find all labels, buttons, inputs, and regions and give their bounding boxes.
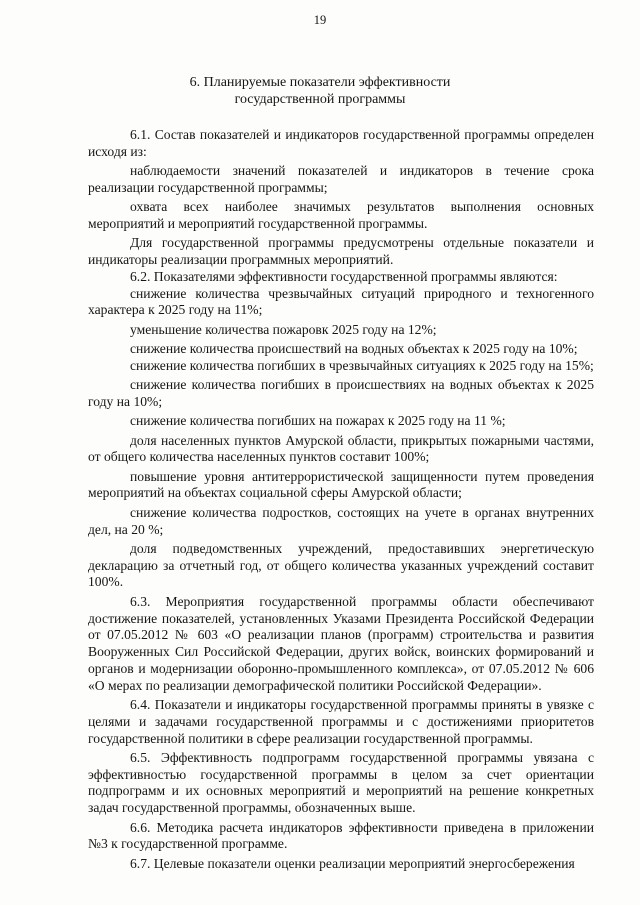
list-item-fires: уменьшение количества пожаровк 2025 году на 12%; bbox=[130, 321, 437, 337]
list-item-energy-declaration: доля подведомственных учреждений, предоставивших энергетическую декларацию за отчетный год, от общего количества указанных учреждений составит 100%. bbox=[88, 540, 594, 590]
page-number: 19 bbox=[313, 13, 327, 27]
paragraph-coverage: охвата всех наиболее значимых результатов выполнения основных мероприятий и мероприятий государственной программы. bbox=[88, 199, 594, 231]
section-heading-line-1: 6. Планируемые показатели эффективности bbox=[189, 75, 451, 90]
paragraph-6-6: 6.6. Методика расчета индикаторов эффективности приведена в приложении №3 к государственной программе. bbox=[88, 819, 594, 852]
section-heading-line-2: государственной программы bbox=[234, 92, 406, 107]
list-item-emergency-deaths: снижение количества погибших в чрезвычайных ситуациях к 2025 году на 15%; bbox=[130, 357, 594, 373]
paragraph-separate-indicators: Для государственной программы предусмотрены отдельные показатели и индикаторы реализации программных мероприятий. bbox=[88, 235, 594, 268]
list-item-water-deaths: снижение количества погибших в происшествиях на водных объектах к 2025 году на 10%; bbox=[88, 377, 594, 409]
list-item-fire-deaths: снижение количества погибших на пожарах к 2025 году на 11 %; bbox=[130, 413, 506, 429]
document-body bbox=[88, 127, 594, 872]
section-heading bbox=[0, 74, 640, 108]
list-item-antiterror: повышение уровня антитеррористической защищенности путем проведения мероприятий на объектах социальной сферы Амурской области; bbox=[88, 468, 594, 501]
list-item-teenagers: снижение количества подростков, состоящих на учете в органах внутренних дел, на 20 %; bbox=[88, 504, 594, 537]
list-item-settlements-coverage: доля населенных пунктов Амурской области, прикрытых пожарными частями, от общего количества населенных пунктов составит 100%; bbox=[88, 432, 594, 465]
paragraph-6-7: 6.7. Целевые показатели оценки реализации мероприятий энергосбережения bbox=[130, 855, 575, 871]
list-item-emergencies: снижение количества чрезвычайных ситуаций природного и техногенного характера к 2025 году на 11%; bbox=[88, 285, 594, 318]
paragraph-6-3: 6.3. Мероприятия государственной программы области обеспечивают достижение показателей, установленных Указами Президента Российской Федерации от 07.05.2012 № 603 «О реализации планов (программ) строительства и развития Вооруженных Сил Российской Федерации, других войск, воинских формирований и органов и модернизации оборонно-промышленного комплекса», от 07.05.2012 № 606 «О мерах по реализации демографической политики Российской Федерации». bbox=[88, 593, 594, 693]
paragraph-6-1: 6.1. Состав показателей и индикаторов государственной программы определен исходя из: bbox=[88, 127, 594, 159]
paragraph-6-5: 6.5. Эффективность подпрограмм государственной программы увязана с эффективностью государственной программы в целом за счет ориентации подпрограмм и их основных мероприятий и мероприятий на решение конкретных задач государственной программы, обозначенных выше. bbox=[88, 749, 594, 816]
list-item-water-incidents: снижение количества происшествий на водных объектах к 2025 году на 10%; bbox=[130, 341, 578, 357]
paragraph-6-2: 6.2. Показателями эффективности государственной программы являются: bbox=[130, 268, 558, 284]
paragraph-6-4: 6.4. Показатели и индикаторы государственной программы приняты в увязке с целями и задачами государственной программы и с достижениями приоритетов государственной политики в сфере реализации государственной программы. bbox=[88, 697, 594, 746]
paragraph-observability: наблюдаемости значений показателей и индикаторов в течение срока реализации государственной программы; bbox=[88, 163, 594, 195]
